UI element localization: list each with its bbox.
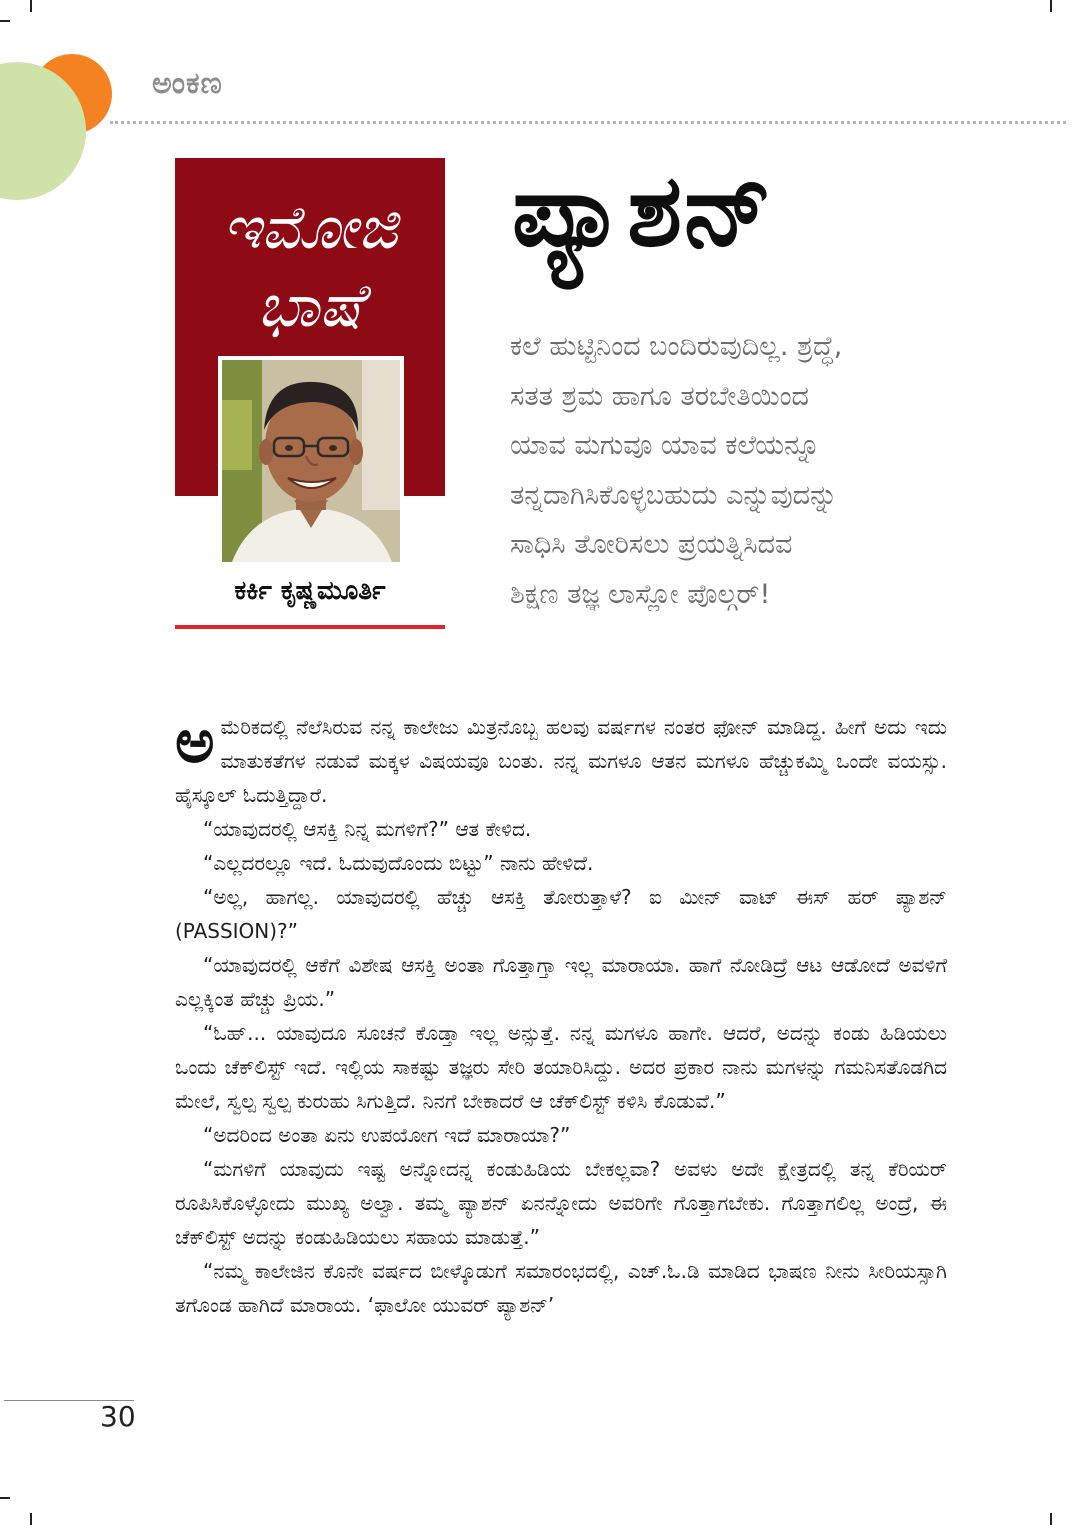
deck-line: ಶಿಕ್ಷಣ ತಜ್ಞ ಲಾಸ್ಲೋ ಪೊಲ್ಗರ್! bbox=[510, 578, 771, 610]
article-headline: ಪ್ಯಾಶನ್ bbox=[512, 152, 774, 269]
column-name-line1: ಇಮೋಜಿ bbox=[222, 193, 398, 263]
deck-line: ತನ್ನದಾಗಿಸಿಕೊಳ್ಳಬಹುದು ಎನ್ನುವುದನ್ನು bbox=[510, 479, 838, 511]
body-paragraph bbox=[175, 707, 947, 812]
column-name-line2: ಭಾಷೆ bbox=[257, 271, 363, 341]
crop-mark bbox=[0, 20, 10, 22]
deck-line: ಯಾವ ಮಗುವೂ ಯಾವ ಕಲೆಯನ್ನೂ bbox=[510, 430, 820, 461]
body-paragraph: “ಅದರಿಂದ ಅಂತಾ ಏನು ಉಪಯೋಗ ಇದೆ ಮಾರಾಯಾ?” bbox=[203, 1123, 571, 1147]
section-label: ಅಂಕಣ bbox=[152, 66, 223, 101]
body-paragraph: “ಮಗಳಿಗೆ ಯಾವುದು ಇಷ್ಟ ಅನ್ನೋದನ್ನ ಕಂಡುಹಿಡಿಯ ಬೇಕಲ್ಲವಾ? ಅವಳು ಅದೇ ಕ್ಷೇತ್ರದಲ್ಲಿ ತನ್ನ ಕೆರಿಯರ್ ರೂಪಿಸಿಕೊಳ್ಳೋದು ಮುಖ್ಯ ಅಲ್ವಾ. ತಮ್ಮ ಪ್ಯಾಶನ್ ಏನನ್ನೋದು ಅವರಿಗೇ ಗೊತ್ತಾಗಬೇಕು. ಗೊತ್ತಾಗಲಿಲ್ಲ ಅಂದ್ರೆ, ಈ ಚೆಕ್‌ಲಿಸ್ಟ್ ಅದನ್ನು ಕಂಡುಹಿಡಿಯಲು ಸಹಾಯ ಮಾಡುತ್ತೆ.” bbox=[175, 1157, 947, 1249]
author-underline bbox=[175, 625, 445, 629]
crop-mark bbox=[1050, 1513, 1052, 1525]
author-name: ಕರ್ಕಿ ಕೃಷ್ಣಮೂರ್ತಿ bbox=[234, 576, 386, 606]
body-paragraph: “ಯಾವುದರಲ್ಲಿ ಆಸಕ್ತಿ ನಿನ್ನ ಮಗಳಿಗೆ?” ಆತ ಕೇಳಿದ. bbox=[203, 817, 532, 841]
author-photo bbox=[222, 360, 400, 562]
body-paragraph: “ಓಹ್... ಯಾವುದೂ ಸೂಚನೆ ಕೊಡ್ತಾ ಇಲ್ಲ ಅನ್ಸುತ್ತೆ. ನನ್ನ ಮಗಳೂ ಹಾಗೇ. ಆದರೆ, ಅದನ್ನು ಕಂಡು ಹಿಡಿಯಲು ಒಂದು ಚೆಕ್‌ಲಿಸ್ಟ್ ಇದೆ. ಇಲ್ಲಿಯ ಸಾಕಷ್ಟು ತಜ್ಞರು ಸೇರಿ ತಯಾರಿಸಿದ್ದು. ಅದರ ಪ್ರಕಾರ ನಾನು ಮಗಳನ್ನು ಗಮನಿಸತೊಡಗಿದ ಮೇಲೆ, ಸ್ವಲ್ಪ ಸ್ವಲ್ಪ ಕುರುಹು ಸಿಗುತ್ತಿದೆ. ನಿನಗೆ ಬೇಕಾದರೆ ಆ ಚೆಕ್‌ಲಿಸ್ಟ್ ಕಳಿಸಿ ಕೊಡುವೆ.” bbox=[175, 1021, 947, 1113]
crop-mark bbox=[30, 0, 32, 12]
page-number: 30 bbox=[100, 1400, 136, 1433]
crop-mark bbox=[1050, 0, 1052, 12]
dotted-divider bbox=[110, 121, 1066, 124]
drop-cap: ಅ bbox=[175, 707, 215, 777]
crop-mark bbox=[30, 1513, 32, 1525]
deck-line: ಸತತ ಶ್ರಮ ಹಾಗೂ ತರಬೇತಿಯಿಂದ bbox=[510, 380, 809, 412]
crop-mark bbox=[0, 1497, 10, 1499]
body-paragraph: “ನಮ್ಮ ಕಾಲೇಜಿನ ಕೊನೇ ವರ್ಷದ ಬೀಳ್ಕೊಡುಗೆ ಸಮಾರಂಭದಲ್ಲಿ, ಎಚ್.ಓ.ಡಿ ಮಾಡಿದ ಭಾಷಣ ನೀನು ಸೀರಿಯಸ್ಸಾಗಿ ತಗೊಂಡ ಹಾಗಿದೆ ಮಾರಾಯ. ‘ಫಾಲೋ ಯುವರ್ ಪ್ಯಾಶನ್’ bbox=[175, 1259, 947, 1317]
body-paragraph-text: ಮೆರಿಕದಲ್ಲಿ ನೆಲೆಸಿರುವ ನನ್ನ ಕಾಲೇಜು ಮಿತ್ರನೊಬ್ಬ ಹಲವು ವರ್ಷಗಳ ನಂತರ ಫೋನ್ ಮಾಡಿದ್ದ. ಹೀಗೆ ಅದು ಇದು ಮಾತುಕತೆಗಳ ನಡುವೆ ಮಕ್ಕಳ ವಿಷಯವೂ ಬಂತು. ನನ್ನ ಮಗಳೂ ಆತನ ಮಗಳೂ ಹೆಚ್ಚುಕಮ್ಮಿ ಒಂದೇ ವಯಸ್ಸು. ಹೈಸ್ಕೂಲ್ ಓದುತ್ತಿದ್ದಾರೆ. bbox=[175, 715, 947, 807]
body-paragraph: “ಅಲ್ಲ, ಹಾಗಲ್ಲ. ಯಾವುದರಲ್ಲಿ ಹೆಚ್ಚು ಆಸಕ್ತಿ ತೋರುತ್ತಾಳೆ? ಐ ಮೀನ್ ವಾಟ್ ಈಸ್ ಹರ್ ಪ್ಯಾಶನ್ (PASSION)?” bbox=[175, 885, 947, 943]
article-body bbox=[175, 707, 947, 1322]
deck-line: ಕಲೆ ಹುಟ್ಟಿನಿಂದ ಬಂದಿರುವುದಿಲ್ಲ. ಶ್ರದ್ಧೆ, bbox=[510, 331, 843, 362]
body-paragraph: “ಎಲ್ಲದರಲ್ಲೂ ಇದೆ. ಓದುವುದೊಂದು ಬಿಟ್ಟು” ನಾನು ಹೇಳಿದೆ. bbox=[203, 851, 594, 875]
author-photo-frame bbox=[218, 356, 404, 566]
article-deck bbox=[510, 322, 960, 619]
body-paragraph: “ಯಾವುದರಲ್ಲಿ ಆಕೆಗೆ ವಿಶೇಷ ಆಸಕ್ತಿ ಅಂತಾ ಗೊತ್ತಾಗ್ತಾ ಇಲ್ಲ ಮಾರಾಯಾ. ಹಾಗೆ ನೋಡಿದ್ರೆ ಆಟ ಆಡೋದೆ ಅವಳಿಗೆ ಎಲ್ಲಕ್ಕಿಂತ ಹೆಚ್ಚು ಪ್ರಿಯ.” bbox=[175, 953, 947, 1011]
deck-line: ಸಾಧಿಸಿ ತೋರಿಸಲು ಪ್ರಯತ್ನಿಸಿದವ bbox=[510, 529, 793, 560]
